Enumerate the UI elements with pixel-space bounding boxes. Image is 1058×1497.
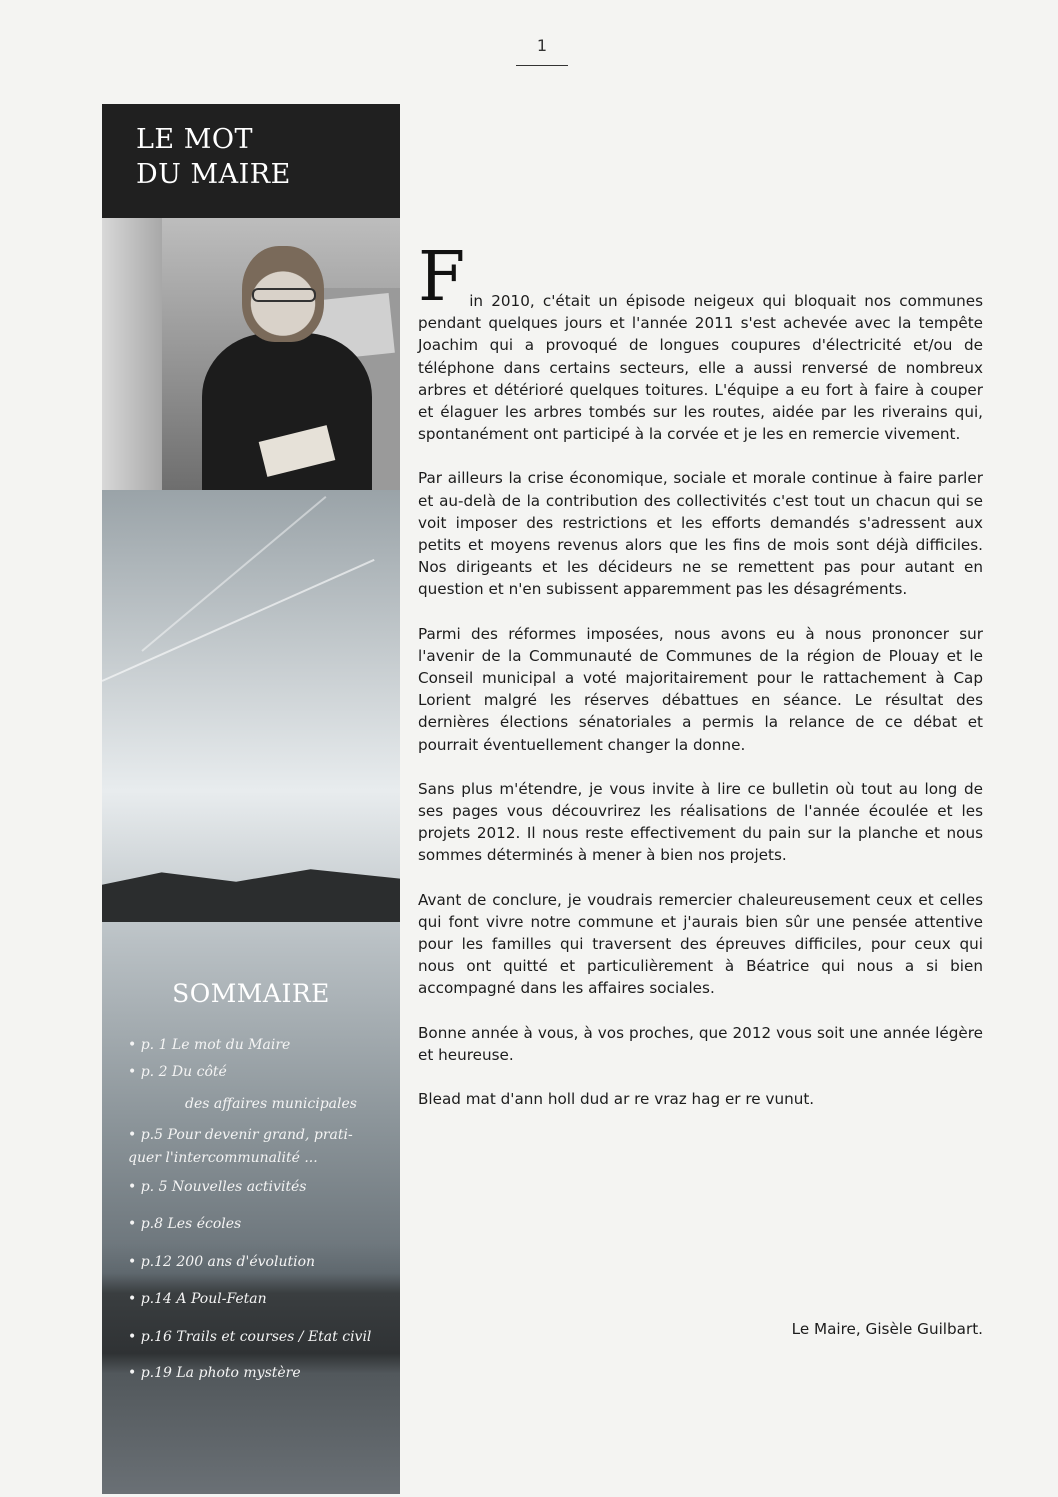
article-paragraph-3: Parmi des réformes imposées, nous avons eu à nous prononcer sur l'avenir de la Communauté de Communes de la région de Plouay et le Conseil municipal a voté majoritairement pour le rattachement à Cap Lorient malgré les réserves débattues en séance. Le résultat des dernières élections sénatoriales a permis la relance de ce débat et pourrait éventuellement changer la donne. <box>418 624 983 754</box>
toc-item-continuation: quer l'intercommunalité ... <box>128 1150 318 1166</box>
hills-silhouette <box>102 860 400 922</box>
contrail <box>102 559 375 682</box>
toc-item[interactable]: • p.14 A Poul-Fetan <box>128 1291 267 1307</box>
toc-item[interactable]: • p.5 Pour devenir grand, prati- <box>128 1127 353 1143</box>
section-title-line2: DU MAIRE <box>136 159 291 190</box>
sommaire-title: SOMMAIRE <box>172 979 330 1008</box>
page-number: 1 <box>516 36 568 66</box>
toc-item[interactable]: • p. 1 Le mot du Maire <box>128 1037 291 1053</box>
article-paragraph-5: Avant de conclure, je voudrais remercier chaleureusement ceux et celles qui font vivre notre commune et j'aurais bien sûr une pensée attentive pour les familles qui traversent des épreuves difficiles, pour ceux qui nous ont quitté et particulièrement à Béatrice qui nous a si bien accompagné dans les affaires sociales. <box>418 890 983 998</box>
article-paragraph-4: Sans plus m'étendre, je vous invite à lire ce bulletin où tout au long de ses pages vous découvrirez les réalisations de l'année écoulée et les projets 2012. Il nous reste effectivement du pain sur la planche et nous sommes déterminés à mener à bien nos projets. <box>418 779 983 865</box>
toc-item[interactable]: • p.8 Les écoles <box>128 1216 242 1232</box>
toc-item[interactable]: • p.16 Trails et courses / Etat civil <box>128 1329 372 1345</box>
signature: Le Maire, Gisèle Guilbart. <box>791 1320 983 1338</box>
article-paragraph-7: Blead mat d'ann holl dud ar re vraz hag er re vunut. <box>418 1090 815 1109</box>
contrail <box>141 496 326 652</box>
mayor-photo <box>102 218 400 490</box>
section-title <box>102 104 400 218</box>
article-paragraph-6: Bonne année à vous, à vos proches, que 2012 vous soit une année légère et heureuse. <box>418 1023 983 1064</box>
toc-item[interactable]: • p.12 200 ans d'évolution <box>128 1254 316 1270</box>
article-paragraph-2: Par ailleurs la crise économique, sociale et morale continue à faire parler et au-delà de la contribution des collectivités c'est tout un chacun qui se voit imposer des restrictions et les efforts demandés s'adressent aux petits et moyens revenus alors que les fins de mois sont déjà difficiles. Nos dirigeants et les décideurs ne se remettent pas pour autant en question et n'en subissent apparemment pas les désagréments. <box>418 469 983 599</box>
toc-item[interactable]: • p. 2 Du côté <box>128 1064 227 1080</box>
photo-window <box>102 218 162 490</box>
toc-item[interactable]: • p. 5 Nouvelles activités <box>128 1179 307 1195</box>
mayor-article <box>418 238 983 1132</box>
toc-item[interactable]: • p.19 La photo mystère <box>128 1365 301 1381</box>
article-paragraph-1: Fin 2010, c'était un épisode neigeux qui bloquait nos communes pendant quelques jours et l'année 2011 s'est achevée avec la tempête Joachim qui a provoqué de longues coupures d'électricité et/ou de téléphone dans certains secteurs, elle a aussi renversé de nombreux arbres et détérioré quelques toitures. L'équipe a eu fort à faire à couper et élaguer les arbres tombés sur les routes, aidée par les riverains qui, spontanément ont participé à la corvée et je les en remercie vivement. <box>418 238 983 444</box>
section-title-line1: LE MOT <box>136 124 254 155</box>
toc-item-continuation: des affaires municipales <box>185 1096 357 1112</box>
drop-cap: F <box>418 238 466 317</box>
photo-glasses <box>252 288 316 302</box>
